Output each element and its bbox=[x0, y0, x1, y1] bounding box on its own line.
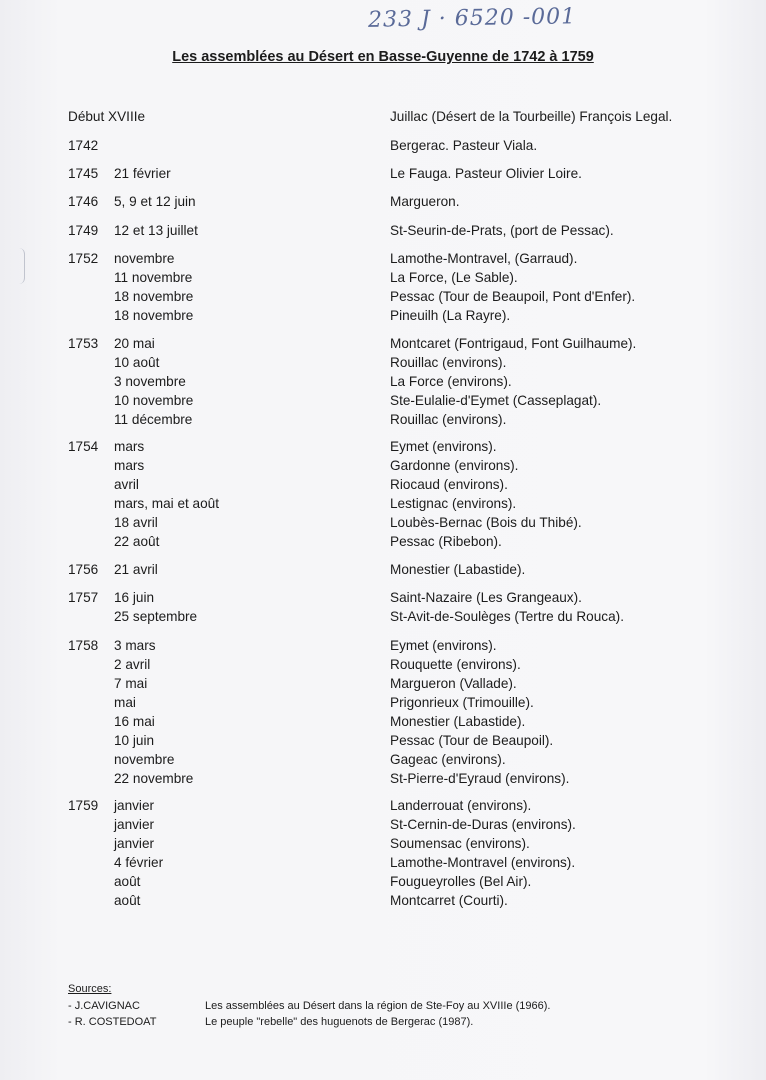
date-line: 10 août bbox=[114, 355, 160, 370]
place-line: Montcaret (Fontrigaud, Font Guilhaume). bbox=[390, 336, 637, 351]
place-line: Soumensac (environs). bbox=[390, 836, 530, 851]
year-cell: 1756 bbox=[68, 562, 99, 577]
date-line: 18 novembre bbox=[114, 289, 194, 304]
date-line: 4 février bbox=[114, 855, 164, 870]
date-line: janvier bbox=[114, 817, 155, 832]
place-line: St-Pierre-d'Eyraud (environs). bbox=[390, 771, 570, 786]
year-cell: 1754 bbox=[68, 439, 99, 454]
date-line: 21 avril bbox=[114, 562, 158, 577]
source-work: Le peuple "rebelle" des huguenots de Bergerac (1987). bbox=[205, 1016, 474, 1028]
source-author: - R. COSTEDOAT bbox=[68, 1016, 157, 1028]
dates-cell bbox=[114, 221, 198, 240]
place-line: Monestier (Labastide). bbox=[390, 562, 526, 577]
date-line: 25 septembre bbox=[114, 609, 198, 624]
place-line: Montcarret (Courti). bbox=[390, 893, 508, 908]
place-line: Juillac (Désert de la Tourbeille) François Legal. bbox=[390, 109, 673, 124]
year-cell: 1759 bbox=[68, 798, 99, 813]
date-line: août bbox=[114, 874, 141, 889]
date-line: mars, mai et août bbox=[114, 496, 220, 511]
source-author: - J.CAVIGNAC bbox=[68, 1000, 140, 1012]
dates-cell bbox=[114, 249, 193, 325]
year-cell: 1753 bbox=[68, 336, 99, 351]
place-line: Eymet (environs). bbox=[390, 439, 497, 454]
date-line: 10 juin bbox=[114, 733, 155, 748]
places-cell bbox=[390, 136, 537, 155]
place-line: Saint-Nazaire (Les Grangeaux). bbox=[390, 590, 582, 605]
document-title: Les assemblées au Désert en Basse-Guyenne de 1742 à 1759 bbox=[172, 49, 594, 65]
place-line: Bergerac. Pasteur Viala. bbox=[390, 138, 538, 153]
place-line: Gardonne (environs). bbox=[390, 458, 519, 473]
places-cell bbox=[390, 107, 672, 126]
date-line: mars bbox=[114, 458, 145, 473]
places-cell bbox=[390, 588, 624, 626]
archive-reference: 233 J · 6520 -001 bbox=[367, 4, 577, 33]
year-cell: 1745 bbox=[68, 166, 99, 181]
source-work: Les assemblées au Désert dans la région de Ste-Foy au XVIIIe (1966). bbox=[205, 1000, 551, 1012]
year-cell: 1757 bbox=[68, 590, 99, 605]
year-cell: 1746 bbox=[68, 194, 99, 209]
date-line: novembre bbox=[114, 752, 175, 767]
dates-cell bbox=[114, 560, 158, 579]
year-cell: 1758 bbox=[68, 638, 99, 653]
date-line: 22 août bbox=[114, 534, 160, 549]
places-cell bbox=[390, 164, 582, 183]
year-cell: 1742 bbox=[68, 138, 99, 153]
place-line: Riocaud (environs). bbox=[390, 477, 508, 492]
date-line: 3 mars bbox=[114, 638, 156, 653]
place-line: St-Avit-de-Soulèges (Tertre du Rouca). bbox=[390, 609, 624, 624]
places-cell bbox=[390, 334, 636, 429]
year-cell: Début XVIIIe bbox=[68, 109, 146, 124]
date-line: 2 avril bbox=[114, 657, 151, 672]
date-line: 16 juin bbox=[114, 590, 155, 605]
place-line: Landerrouat (environs). bbox=[390, 798, 532, 813]
binder-mark bbox=[18, 248, 25, 284]
dates-cell bbox=[114, 796, 163, 910]
date-line: 11 novembre bbox=[114, 270, 193, 285]
place-line: Prigonrieux (Trimouille). bbox=[390, 695, 534, 710]
date-line: 18 avril bbox=[114, 515, 158, 530]
date-line: 21 février bbox=[114, 166, 171, 181]
place-line: Rouquette (environs). bbox=[390, 657, 521, 672]
place-line: Margueron. bbox=[390, 194, 460, 209]
dates-cell bbox=[114, 636, 193, 788]
dates-cell bbox=[114, 192, 196, 211]
place-line: Lestignac (environs). bbox=[390, 496, 517, 511]
date-line: 18 novembre bbox=[114, 308, 194, 323]
place-line: Rouillac (environs). bbox=[390, 355, 507, 370]
places-cell bbox=[390, 221, 614, 240]
place-line: Rouillac (environs). bbox=[390, 412, 507, 427]
date-line: novembre bbox=[114, 251, 175, 266]
date-line: 5, 9 et 12 juin bbox=[114, 194, 196, 209]
place-line: Pessac (Tour de Beaupoil). bbox=[390, 733, 554, 748]
date-line: janvier bbox=[114, 836, 155, 851]
dates-cell bbox=[114, 588, 197, 626]
place-line: St-Seurin-de-Prats, (port de Pessac). bbox=[390, 223, 614, 238]
date-line: 3 novembre bbox=[114, 374, 186, 389]
dates-cell bbox=[114, 164, 171, 183]
place-line: Lamothe-Montravel (environs). bbox=[390, 855, 576, 870]
dates-cell bbox=[114, 334, 193, 429]
place-line: Le Fauga. Pasteur Olivier Loire. bbox=[390, 166, 582, 181]
place-line: Eymet (environs). bbox=[390, 638, 497, 653]
place-line: Lamothe-Montravel, (Garraud). bbox=[390, 251, 578, 266]
date-line: 16 mai bbox=[114, 714, 155, 729]
places-cell bbox=[390, 437, 582, 551]
place-line: Pineuilh (La Rayre). bbox=[390, 308, 511, 323]
date-line: 11 décembre bbox=[114, 412, 193, 427]
date-line: 10 novembre bbox=[114, 393, 194, 408]
date-line: 7 mai bbox=[114, 676, 148, 691]
place-line: Fougueyrolles (Bel Air). bbox=[390, 874, 532, 889]
date-line: mai bbox=[114, 695, 136, 710]
date-line: 12 et 13 juillet bbox=[114, 223, 198, 238]
place-line: Pessac (Tour de Beaupoil, Pont d'Enfer). bbox=[390, 289, 636, 304]
place-line: Margueron (Vallade). bbox=[390, 676, 517, 691]
year-cell: 1749 bbox=[68, 223, 99, 238]
place-line: Ste-Eulalie-d'Eymet (Casseplagat). bbox=[390, 393, 602, 408]
date-line: août bbox=[114, 893, 141, 908]
date-line: 22 novembre bbox=[114, 771, 194, 786]
place-line: Monestier (Labastide). bbox=[390, 714, 526, 729]
year-cell: 1752 bbox=[68, 251, 99, 266]
date-line: janvier bbox=[114, 798, 155, 813]
date-line: mars bbox=[114, 439, 145, 454]
place-line: St-Cernin-de-Duras (environs). bbox=[390, 817, 576, 832]
places-cell bbox=[390, 249, 635, 325]
sources-heading: Sources: bbox=[68, 983, 112, 995]
places-cell bbox=[390, 636, 569, 788]
place-line: La Force (environs). bbox=[390, 374, 512, 389]
places-cell bbox=[390, 192, 460, 211]
place-line: Loubès-Bernac (Bois du Thibé). bbox=[390, 515, 582, 530]
date-line: 20 mai bbox=[114, 336, 155, 351]
place-line: Gageac (environs). bbox=[390, 752, 506, 767]
dates-cell bbox=[114, 437, 219, 551]
places-cell bbox=[390, 560, 525, 579]
place-line: Pessac (Ribebon). bbox=[390, 534, 502, 549]
place-line: La Force, (Le Sable). bbox=[390, 270, 518, 285]
places-cell bbox=[390, 796, 576, 910]
date-line: avril bbox=[114, 477, 139, 492]
